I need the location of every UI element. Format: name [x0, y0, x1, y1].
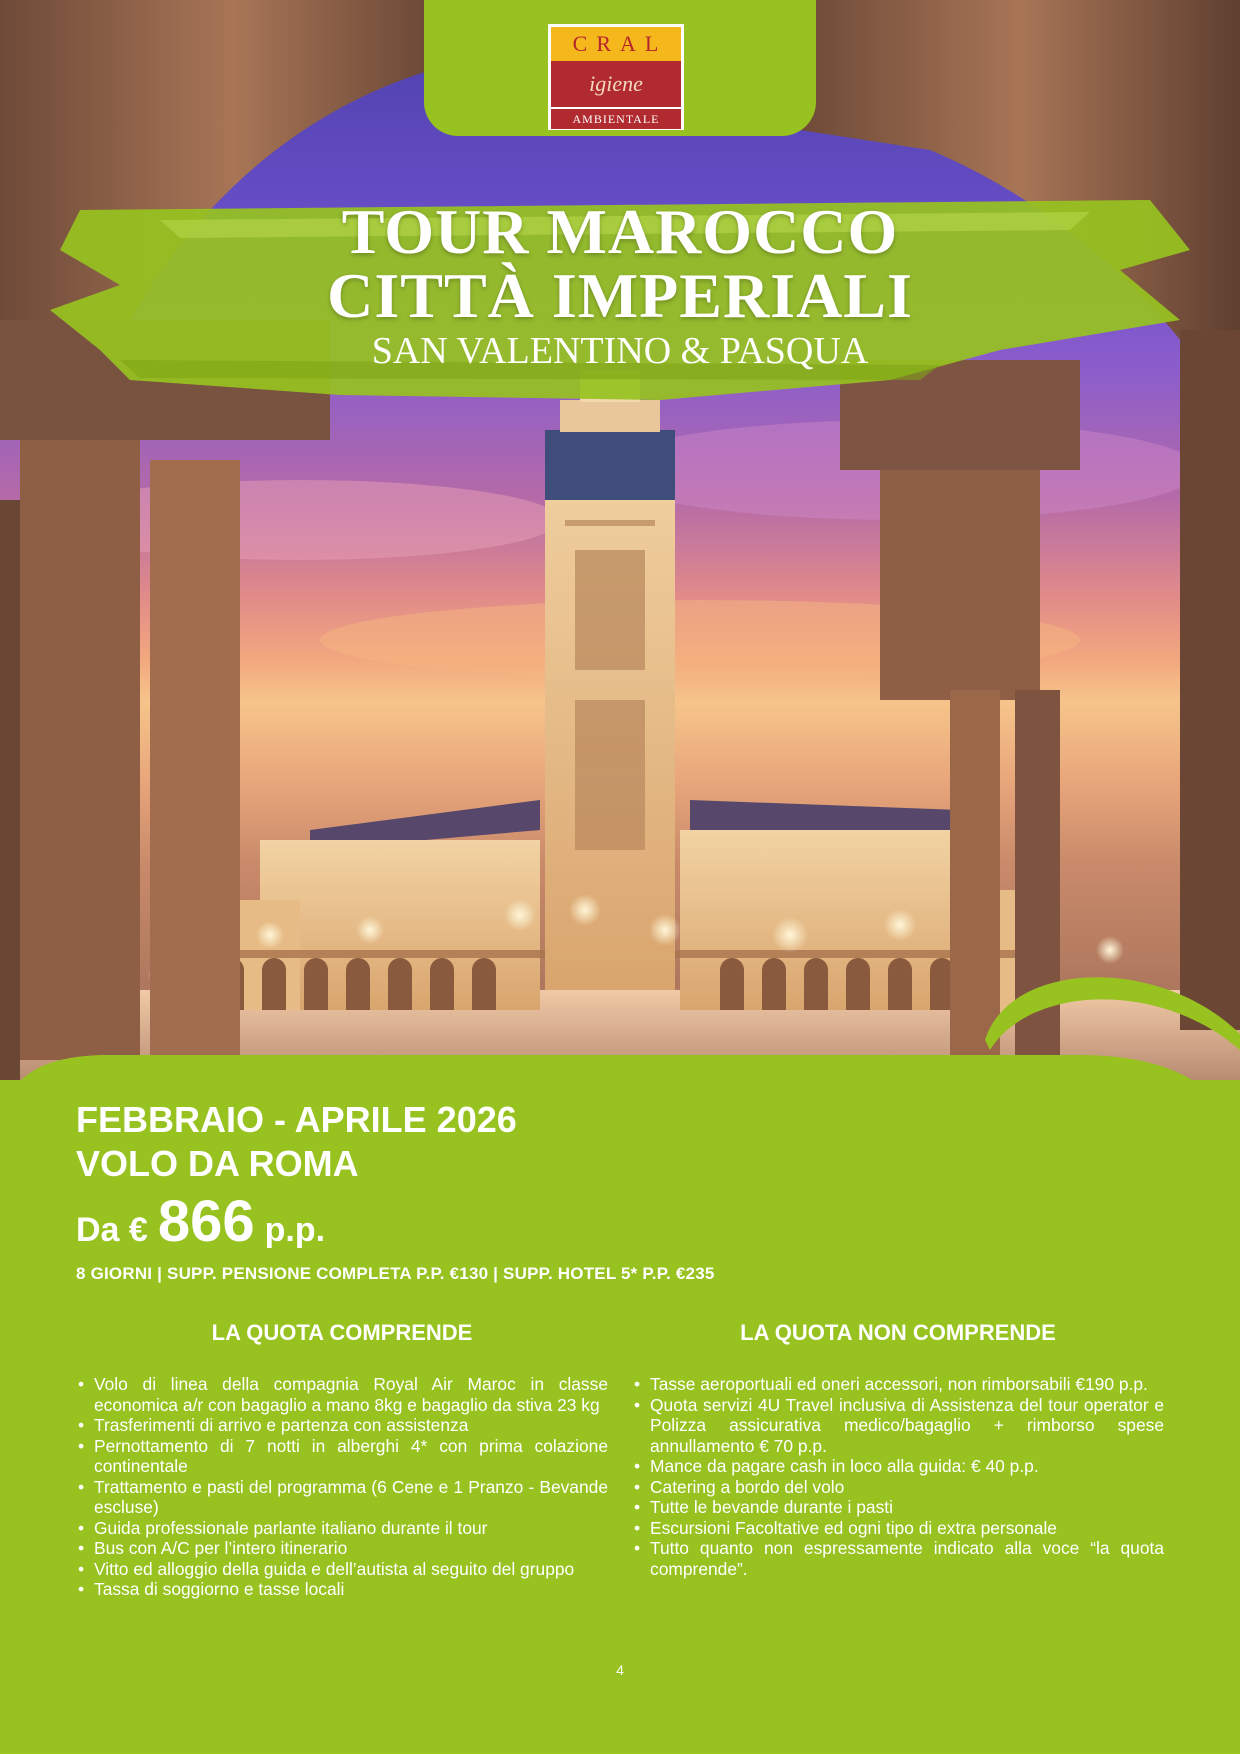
title-block: [0, 196, 1240, 372]
logo-line-ambientale: AMBIENTALE: [551, 107, 681, 129]
list-item: • Tassa di soggiorno e tasse locali: [76, 1579, 608, 1600]
subtitle: SAN VALENTINO & PASQUA: [371, 330, 869, 372]
title-line-2: CITTÀ IMPERIALI: [327, 260, 913, 331]
includes-heading: LA QUOTA COMPRENDE: [211, 1320, 473, 1345]
cral-logo: [548, 24, 684, 130]
list-item: • Volo di linea della compagnia Royal Air Maroc in classe economica a/r con bagaglio a mano 8kg e bagaglio da stiva 23 kg: [76, 1374, 608, 1415]
list-item: • Tutto quanto non espressamente indicato alla voce “la quota comprende”.: [632, 1538, 1164, 1579]
list-item: • Escursioni Facoltative ed ogni tipo di extra personale: [632, 1518, 1164, 1539]
period-text: FEBBRAIO - APRILE 2026: [76, 1099, 517, 1140]
includes-list: [76, 1374, 608, 1600]
list-item: • Trattamento e pasti del programma (6 Cene e 1 Pranzo - Bevande escluse): [76, 1477, 608, 1518]
excludes-column: [632, 1320, 1164, 1579]
list-item: • Catering a bordo del volo: [632, 1477, 1164, 1498]
logo-line-cral: CRAL: [551, 27, 681, 61]
list-item: • Pernottamento di 7 notti in alberghi 4* con prima colazione continentale: [76, 1436, 608, 1477]
list-item: • Mance da pagare cash in loco alla guida: € 40 p.p.: [632, 1456, 1164, 1477]
title-line-1: TOUR MAROCCO: [341, 196, 899, 267]
list-item: • Bus con A/C per l’intero itinerario: [76, 1538, 608, 1559]
price-amount: 866: [157, 1189, 255, 1254]
offer-period: [76, 1098, 517, 1186]
price-prefix: Da €: [76, 1211, 148, 1249]
supplements-line: 8 GIORNI | SUPP. PENSIONE COMPLETA P.P. €130 | SUPP. HOTEL 5* P.P. €235: [76, 1264, 715, 1283]
includes-column: [76, 1320, 608, 1600]
departure-text: VOLO DA ROMA: [76, 1143, 359, 1184]
price-suffix: p.p.: [264, 1211, 326, 1249]
page-number: 4: [616, 1662, 624, 1678]
excludes-heading: LA QUOTA NON COMPRENDE: [740, 1320, 1056, 1345]
list-item: • Trasferimenti di arrivo e partenza con assistenza: [76, 1415, 608, 1436]
excludes-list: [632, 1374, 1164, 1579]
list-item: • Tutte le bevande durante i pasti: [632, 1497, 1164, 1518]
list-item: • Quota servizi 4U Travel inclusiva di Assistenza del tour operator e Polizza assicurativa medico/bagaglio + rimborso spese annullamento € 70 p.p.: [632, 1395, 1164, 1457]
list-item: • Guida professionale parlante italiano durante il tour: [76, 1518, 608, 1539]
price-block: [76, 1188, 325, 1255]
list-item: • Vitto ed alloggio della guida e dell’autista al seguito del gruppo: [76, 1559, 608, 1580]
logo-line-igiene: igiene: [551, 61, 681, 107]
list-item: • Tasse aeroportuali ed oneri accessori, non rimborsabili €190 p.p.: [632, 1374, 1164, 1395]
